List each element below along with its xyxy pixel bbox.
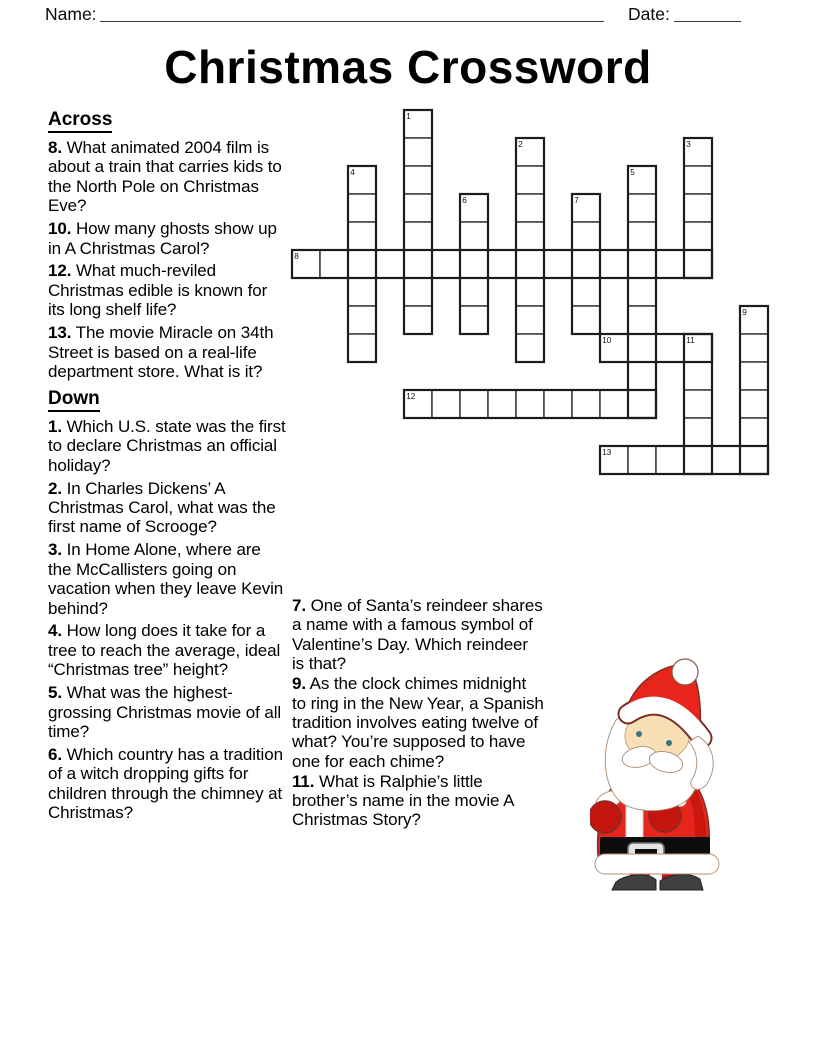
clue-6 [48, 745, 288, 823]
clue-1 [48, 417, 288, 475]
grid-cell [628, 222, 656, 250]
grid-cell [628, 334, 656, 362]
grid-cell [432, 250, 460, 278]
grid-number: 7 [574, 195, 579, 205]
crossword-grid [289, 107, 771, 477]
santa-right-eye [666, 740, 672, 746]
clue-text: What much-reviled Christmas edible is known for its long shelf life? [48, 261, 268, 320]
grid-cell [628, 278, 656, 306]
clue-text: Which U.S. state was the first to declare Christmas an official holiday? [48, 416, 286, 475]
grid-cell [740, 418, 768, 446]
grid-cell [684, 446, 712, 474]
grid-cell [712, 446, 740, 474]
grid-cell [684, 222, 712, 250]
grid-cell [376, 250, 404, 278]
grid-cell [404, 250, 432, 278]
grid-cell [516, 306, 544, 334]
santa-left-eye [636, 731, 642, 737]
grid-cell [628, 446, 656, 474]
grid-cell [740, 390, 768, 418]
clue-4 [48, 621, 288, 679]
clue-text: How long does it take for a tree to reach the average, ideal “Christmas tree” height? [48, 621, 281, 680]
grid-cell [516, 250, 544, 278]
grid-cell [628, 306, 656, 334]
name-blank-line [100, 21, 604, 22]
clue-5 [48, 683, 288, 741]
santa-illustration [590, 650, 726, 894]
grid-number: 4 [350, 167, 355, 177]
grid-number: 3 [686, 139, 691, 149]
grid-cell [684, 194, 712, 222]
grid-cell [460, 306, 488, 334]
clue-text: How many ghosts show up in A Christmas Carol? [48, 219, 277, 258]
grid-cell [740, 362, 768, 390]
clue-number: 7. [292, 596, 306, 615]
clue-number: 3. [48, 540, 62, 560]
grid-cell [572, 306, 600, 334]
grid-cell [544, 250, 572, 278]
clue-text: In Home Alone, where are the McCallisters going on vacation when they leave Kevin behind? [48, 540, 284, 618]
grid-cell [684, 418, 712, 446]
grid-cell [600, 390, 628, 418]
grid-cell [348, 222, 376, 250]
grid-cell [348, 250, 376, 278]
clue-text: What was the highest-grossing Christmas movie of all time? [48, 683, 282, 741]
grid-cell [684, 362, 712, 390]
clue-number: 9. [292, 674, 306, 694]
grid-cell [628, 250, 656, 278]
grid-cell [348, 334, 376, 362]
clue-9 [292, 674, 544, 771]
clue-text: What animated 2004 film is about a train that carries kids to the North Pole on Christmas Eve? [48, 138, 282, 216]
grid-number: 6 [462, 195, 467, 205]
grid-cell [460, 222, 488, 250]
clue-text: As the clock chimes midnight to ring in the New Year, a Spanish tradition involves eating twelve of what? You’re supposed to have one for each chime? [292, 674, 544, 771]
grid-cell [320, 250, 348, 278]
santa-left-mitten [590, 801, 621, 833]
grid-number: 10 [602, 335, 612, 345]
grid-cell [516, 278, 544, 306]
down-heading: Down [48, 388, 100, 412]
grid-number: 11 [686, 335, 695, 345]
grid-cell [404, 222, 432, 250]
date-blank-line [674, 21, 741, 22]
clue-text: One of Santa’s reindeer shares a name with a famous symbol of Valentine’s Day. Which reindeer is that? [292, 596, 543, 674]
santa-left-shoe [612, 875, 656, 890]
grid-cell [488, 390, 516, 418]
grid-cell [348, 278, 376, 306]
grid-cell [684, 166, 712, 194]
grid-cell [488, 250, 516, 278]
clue-number: 13. [48, 323, 72, 343]
grid-cell [348, 194, 376, 222]
grid-cell [572, 278, 600, 306]
page-title: Christmas Crossword [164, 41, 652, 93]
grid-cell [684, 250, 712, 278]
grid-cell [404, 306, 432, 334]
grid-cell [544, 390, 572, 418]
grid-number: 1 [406, 111, 411, 121]
clue-10 [48, 219, 288, 258]
grid-cell [656, 446, 684, 474]
grid-number: 9 [742, 307, 747, 317]
clue-11 [292, 772, 544, 830]
clue-number: 5. [48, 683, 62, 703]
grid-cell [516, 390, 544, 418]
grid-cell [572, 222, 600, 250]
grid-cell [432, 390, 460, 418]
clue-8 [48, 138, 288, 216]
grid-cell [656, 334, 684, 362]
across-heading: Across [48, 109, 112, 133]
grid-cell [404, 166, 432, 194]
clues-middle-column [292, 596, 544, 830]
across-clues-list [48, 138, 288, 381]
grid-cell [516, 194, 544, 222]
grid-number: 5 [630, 167, 635, 177]
grid-cell [628, 194, 656, 222]
clue-13 [48, 323, 288, 381]
grid-number: 13 [602, 447, 612, 457]
santa-hat-pompom [672, 659, 698, 685]
grid-cell [460, 278, 488, 306]
clue-text: The movie Miracle on 34th Street is based on a real-life department store. What is it? [48, 323, 274, 381]
grid-cell [404, 278, 432, 306]
clue-number: 10. [48, 219, 72, 239]
down-clues-list-left [48, 417, 288, 823]
clue-number: 12. [48, 261, 72, 281]
name-field-label: Name: [45, 4, 97, 24]
grid-cell [628, 390, 656, 418]
grid-cell [516, 222, 544, 250]
grid-cell [348, 306, 376, 334]
grid-cell [684, 390, 712, 418]
grid-number: 12 [406, 391, 416, 401]
grid-cell [516, 334, 544, 362]
clues-left-column [48, 109, 288, 826]
clue-number: 1. [48, 416, 62, 436]
clue-7 [292, 596, 544, 674]
grid-cell [572, 390, 600, 418]
santa-coat-hem [595, 854, 719, 874]
grid-cell [516, 166, 544, 194]
clue-text: What is Ralphie’s little brother’s name in the movie A Christmas Story? [292, 771, 514, 830]
grid-cell [600, 250, 628, 278]
grid-cell [404, 194, 432, 222]
clue-2 [48, 479, 288, 537]
clue-number: 2. [48, 478, 62, 498]
grid-cell [740, 446, 768, 474]
grid-number: 8 [294, 251, 299, 261]
clue-number: 4. [48, 621, 62, 641]
grid-cell [404, 138, 432, 166]
grid-cell [740, 334, 768, 362]
clue-number: 6. [48, 744, 62, 764]
down-clues-list-right [292, 596, 544, 830]
clue-12 [48, 261, 288, 319]
grid-cell [460, 250, 488, 278]
grid-cell [460, 390, 488, 418]
grid-cell [572, 250, 600, 278]
grid-number: 2 [518, 139, 523, 149]
clue-text: In Charles Dickens’ A Christmas Carol, what was the first name of Scrooge? [48, 478, 276, 537]
clue-number: 11. [292, 771, 315, 791]
date-field-label: Date: [628, 4, 670, 24]
clue-number: 8. [48, 138, 62, 157]
grid-cell [656, 250, 684, 278]
grid-cell [628, 362, 656, 390]
clue-text: Which country has a tradition of a witch dropping gifts for children through the chimney at Christmas? [48, 744, 283, 823]
clue-3 [48, 540, 288, 618]
